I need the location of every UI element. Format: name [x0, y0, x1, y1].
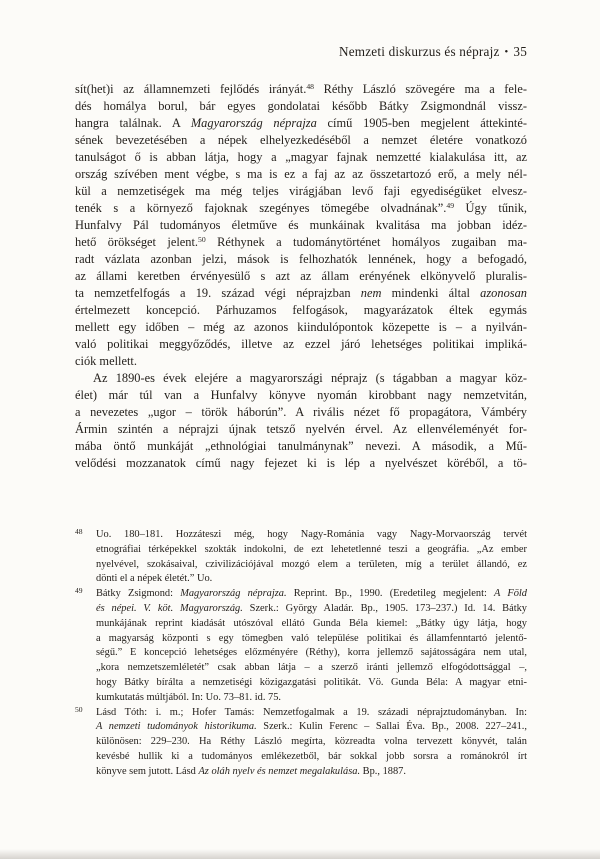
text-segment: Szerk.: György Aladár. Bp., 1905. 173–237.) Id. 14. Bátky [242, 602, 527, 614]
bullet-separator: • [504, 47, 509, 59]
italic-text: Magyarország néprajza. [180, 588, 287, 600]
text-line [75, 319, 527, 336]
running-header [339, 44, 527, 60]
text-segment: való politikai meggyőződés, illetve az ezzel járó lehetséges politikai impliká- [75, 337, 527, 351]
text-segment: hető örökséget jelent. [75, 235, 199, 249]
text-segment: Réthynek a tudománytörténet homályos zugaiban ma- [205, 235, 527, 249]
text-line [75, 268, 527, 285]
text-line [96, 617, 527, 632]
text-line [75, 336, 527, 353]
footnote-number: 48 [75, 526, 83, 536]
text-line [96, 632, 527, 647]
text-line [96, 661, 527, 676]
text-line [75, 370, 527, 387]
text-segment: a nevezetes „ugor – török háborún”. A rivális nézet fő propagátora, Vámbéry [75, 405, 527, 419]
text-line [75, 200, 527, 217]
italic-text: A Föld [494, 588, 527, 600]
text-segment: Réthy László szövegére ma a fele- [314, 82, 528, 96]
scan-bottom-edge [0, 849, 600, 859]
text-segment: nyelvével, szokásaival, czivilizációjával mozgó elem a területen, míg a terület állandó, ez [96, 558, 527, 570]
text-segment: mába öntő munkáját „ethnológiai tanulmánynak” nevezi. A második, a Mű- [75, 439, 527, 453]
text-line [96, 676, 527, 691]
text-line [75, 132, 527, 149]
text-segment: Az 1890-es évek elejére a magyarországi néprajz (s tágabban a magyar köz- [93, 371, 527, 385]
footnote-number: 49 [75, 586, 83, 596]
text-line [96, 543, 527, 558]
text-segment: ciók mellett. [75, 354, 137, 368]
paragraph [75, 81, 527, 370]
italic-text: Az oláh nyelv és nemzet megalakulása. [198, 765, 361, 777]
text-segment: radt vázlata azonban jelzi, mások is felhozhatók lennének, hogy a befogadó, [75, 252, 527, 266]
text-line [75, 421, 527, 438]
text-segment: kevésbé hullik ki a tudományos emlékezetből, bár sokkal jobb sorsra a románokról írt [96, 750, 527, 762]
text-line [75, 98, 527, 115]
italic-text: nem [360, 286, 382, 300]
text-segment: tenék s a környező fajoknak szegényes tömegébe olvadnának”. [75, 201, 447, 215]
text-segment: „kora nemzetszemléletét” csak abban látja – a szerző iránti jellemző elfogódottsággal –, [96, 662, 527, 674]
text-line [96, 750, 527, 765]
italic-text: és népei. V. köt. Magyarország. [96, 602, 243, 614]
text-line [75, 353, 527, 370]
text-segment: ségű.” E koncepció lehetséges előzményére (Réthy), korra jellemző sajátosságára nem utal, [96, 647, 527, 659]
text-line [96, 706, 527, 721]
footnote-reference: 49 [446, 201, 455, 211]
text-line [75, 285, 527, 302]
text-line [75, 387, 527, 404]
footnote-text [96, 706, 527, 780]
footnote-text [96, 528, 527, 587]
text-line [96, 691, 527, 706]
text-segment: különösen: 229–230. Ha Réthy László megírta, közreadta volna tervezett könyvét, talán [96, 736, 527, 748]
text-segment: Szerk.: Kulin Ferenc – Sallai Éva. Bp., 2008. 227–241., [256, 721, 527, 733]
italic-text: A nemzeti tudományok historikuma. [96, 721, 257, 733]
italic-text: azonosan [480, 286, 527, 300]
text-line [75, 217, 527, 234]
text-line [96, 572, 527, 587]
text-line [96, 646, 527, 661]
text-line [96, 720, 527, 735]
text-segment: kumkutatás múltjából. In: Uo. 73–81. id. 75. [96, 691, 281, 703]
text-line [96, 602, 527, 617]
footnote-reference: 48 [306, 82, 315, 92]
footnote-number: 50 [75, 704, 83, 714]
text-segment: a magyarság központi s egy tömegben való települése politikai és államfenntartó jelentő- [96, 632, 527, 644]
text-segment: könyve sem jutott. Lásd [96, 765, 199, 777]
body-text [75, 81, 527, 472]
text-segment: az állami keretben érvényesülő s azt az állam erényének elkönyvelő pluralis- [75, 269, 527, 283]
page-number: 35 [513, 44, 527, 59]
text-line [75, 302, 527, 319]
text-segment: mellett egy időben – még az azonos kiindulópontok közepette is – a nyilván- [75, 320, 527, 334]
text-segment: hangra találnak. A [75, 116, 191, 130]
text-segment: ország szívében ment végbe, s ma is ez a faj az az összetartozó erő, a mely nél- [75, 167, 527, 181]
chapter-title: Nemzeti diskurzus és néprajz [339, 44, 500, 59]
footnote [75, 587, 527, 705]
text-segment: Úgy tűnik, [454, 201, 527, 215]
text-line [75, 234, 527, 251]
text-segment: című 1905-ben megjelent áttekinté- [316, 116, 527, 130]
text-line [96, 735, 527, 750]
text-line [96, 765, 527, 780]
italic-text: Magyarország néprajza [190, 116, 317, 130]
text-line [96, 558, 527, 573]
text-segment: ta nemzetfelfogás a 19. század végi néprajzban [75, 286, 361, 300]
text-segment: tanulságot ő is abban látja, hogy a „magyar fajnak nemzetté kialakulása itt, az [75, 150, 527, 164]
text-segment: Reprint. Bp., 1990. (Eredetileg megjelent: [286, 588, 495, 600]
text-segment: Hunfalvy Pál tudományos életműve és munkáinak kvalitása ma jobban idéz- [75, 218, 527, 232]
text-segment: dönti el a népek életét.” Uo. [96, 573, 213, 585]
text-line [75, 183, 527, 200]
text-segment: etnográfiai térképekkel szokták indokolni, de ezt lehetetlenné teszi a geográfia. „Az ember [96, 543, 527, 555]
footnotes-section [75, 528, 527, 780]
text-segment: Uo. 180–181. Hozzáteszi még, hogy Nagy-Románia vagy Nagy-Morvaország tervét [96, 529, 527, 540]
text-segment: dés homálya borul, bár egyes gondolatai később Bátky Zsigmondnál vissz- [75, 99, 527, 113]
text-line [96, 587, 527, 602]
text-segment: Bátky Zsigmond: [96, 588, 181, 600]
text-line [75, 166, 527, 183]
footnote [75, 528, 527, 587]
text-segment: velődési mozzanatok című nagy fejezet ki is lép a nyelvészet köréből, a tö- [75, 456, 527, 470]
text-line [75, 438, 527, 455]
text-line [75, 115, 527, 132]
text-line [75, 455, 527, 472]
text-segment: Ármin szintén a néprajzi újnak tetsző nyelvén érvel. Az ellenvéleményét for- [75, 422, 527, 436]
text-line [75, 251, 527, 268]
paragraph [75, 370, 527, 472]
text-segment: munkájának reprint kiadását utószóval ellátó Gunda Béla kiemel: „Bátky úgy látja, hogy [96, 617, 527, 629]
text-segment: élet) már túl van a Hunfalvy könyve nyomán kirobbant nagy nemzetvitán, [75, 388, 527, 402]
text-segment: sít(het)i az államnemzeti fejlődés irányát. [75, 82, 307, 96]
footnote-text [96, 587, 527, 705]
text-segment: Bp., 1887. [360, 765, 406, 777]
text-segment: hogy Bátky bírálta a nemzetiségi közigazgatási politikát. Vö. Gunda Béla: A magyar etni- [96, 676, 527, 688]
text-segment: Lásd Tóth: i. m.; Hofer Tamás: Nemzetfogalmak a 19. századi néprajztudományban. In: [96, 706, 527, 718]
text-line [75, 149, 527, 166]
text-line [96, 528, 527, 543]
text-line [75, 81, 527, 98]
footnote-reference: 50 [198, 235, 206, 245]
text-line [75, 404, 527, 421]
footnote [75, 706, 527, 780]
text-segment: mindenki által [381, 286, 481, 300]
text-segment: sének bevezetésében a népek elhelyezkedéséből a nemzet életére vonatkozó [75, 133, 527, 147]
text-segment: kül a nemzetiségek ma még teljes virágjában levő faji egyediségüket elvesz- [75, 184, 527, 198]
text-segment: értelmezett koncepció. Párhuzamos felfogások, magyarázatok éltek egymás [75, 303, 527, 317]
